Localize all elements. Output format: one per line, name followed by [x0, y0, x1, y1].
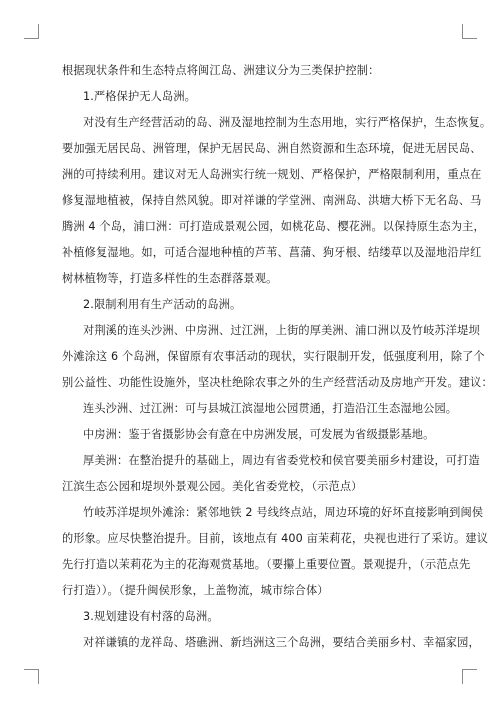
paragraph-line: 的形象。应尽快整治提升。目前，该地点有 400 亩茉莉花，央视也进行了采访。建议: [62, 532, 489, 545]
paragraph-line: 中房洲：鉴于省摄影协会有意在中房洲发展，可发展为省级摄影基地。: [83, 428, 435, 441]
section-heading-1: 1.严格保护无人岛洲。: [83, 90, 197, 103]
intro-line: 根据现状条件和生态特点将闽江岛、洲建议分为三类保护控制：: [62, 64, 380, 77]
crop-mark-top-right: [462, 24, 477, 39]
paragraph-line: 修复湿地植被，保持自然风貌。即对祥谦的学堂洲、南洲岛、洪塘大桥下无名岛、马: [62, 194, 482, 207]
crop-mark-bottom-right: [462, 669, 477, 684]
paragraph-line: 别公益性、功能性设施外，坚决杜绝除农事之外的生产经营活动及房地产开发。建议：: [62, 376, 493, 389]
paragraph-line: 洲的可持续利用。建议对无人岛洲实行统一规划、严格保护，严格限制利用，重点在: [62, 168, 482, 181]
paragraph-line: 竹岐苏洋堤坝外滩涂：紧邻地铁 2 号线终点站，周边环境的好坏直接影响到闽侯: [83, 506, 484, 519]
paragraph-line: 要加强无居民岛、洲管理，保护无居民岛、洲自然资源和生态环境，促进无居民岛、: [62, 142, 482, 155]
paragraph-line: 腾洲 4 个岛，浦口洲：可打造成景观公园，如桃花岛、樱花洲。以保持原生态为主，: [62, 220, 485, 233]
paragraph-line: 对没有生产经营活动的岛、洲及湿地控制为生态用地，实行严格保护，生态恢复。: [83, 116, 492, 129]
paragraph-line: 外滩涂这 6 个岛洲，保留原有农事活动的现状，实行限制开发，低强度利用，除了个: [62, 350, 485, 363]
crop-mark-bottom-left: [24, 669, 39, 684]
paragraph-line: 厚美洲：在整治提升的基础上，周边有省委党校和侯官要美丽乡村建设，可打造: [83, 454, 480, 467]
paragraph-line: 先行打造以茉莉花为主的花海观赏基地。（要攥上重要位置。景观提升，（示范点先: [62, 558, 471, 571]
paragraph-line: 补植修复湿地。如，可适合湿地种植的芦苇、菖蒲、狗牙根、结缕草以及湿地沿岸红: [62, 246, 482, 259]
paragraph-line: 行打造））。（提升闽侯形象，上盖物流，城市综合体）: [62, 584, 329, 597]
section-heading-3: 3.规划建设有村落的岛洲。: [83, 610, 219, 623]
paragraph-line: 对祥谦镇的龙祥岛、塔礁洲、新垱洲这三个岛洲，要结合美丽乡村、幸福家园，: [83, 636, 480, 649]
section-heading-2: 2.限制利用有生产活动的岛洲。: [83, 298, 242, 311]
paragraph-line: 江滨生态公园和堤坝外景观公园。美化省委党校，（示范点）: [62, 480, 363, 493]
paragraph-line: 树林植物等，打造多样性的生态群落景观。: [62, 272, 278, 285]
crop-mark-top-left: [24, 24, 39, 39]
paragraph-line: 对荆溪的连头沙洲、中房洲、过江洲，上街的厚美洲、浦口洲以及竹岐苏洋堤坝: [83, 324, 480, 337]
paragraph-line: 连头沙洲、过江洲：可与县城江滨湿地公园贯通，打造沿江生态湿地公园。: [83, 402, 458, 415]
document-page: [62, 64, 493, 662]
